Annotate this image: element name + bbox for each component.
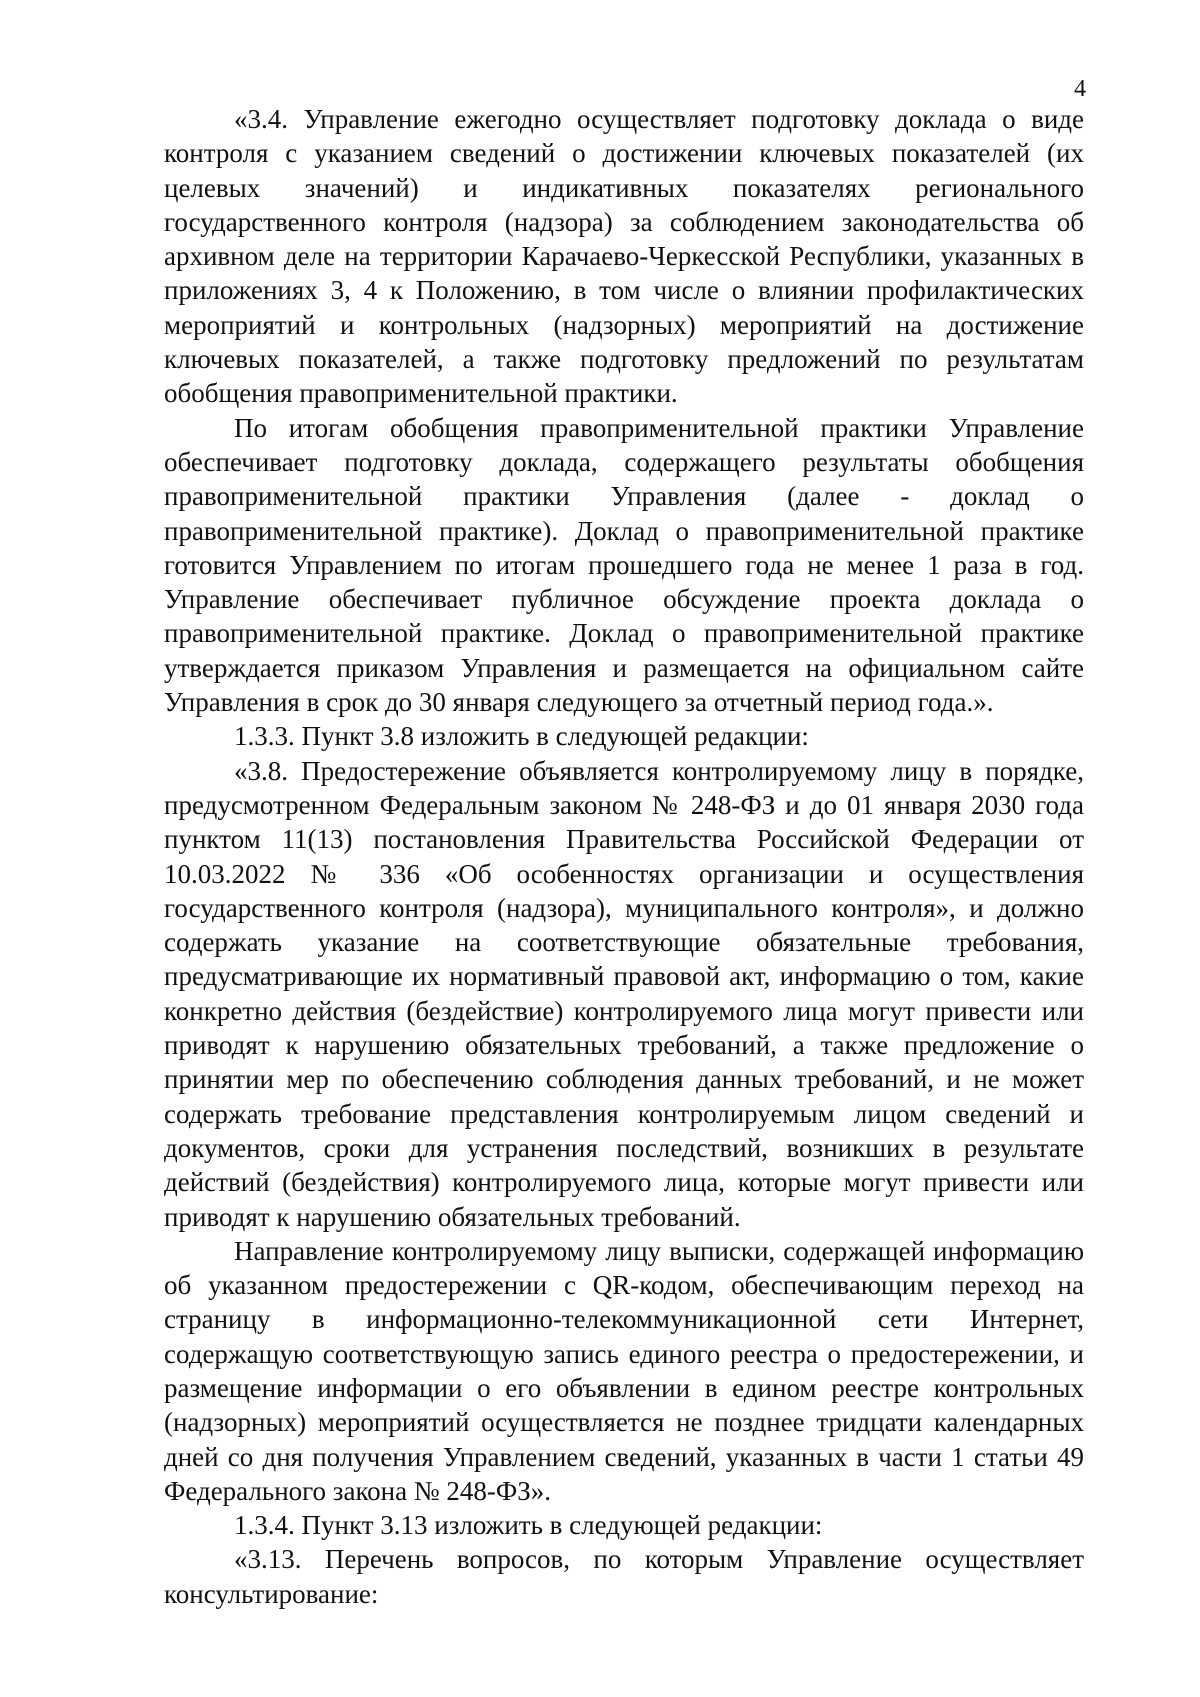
- paragraph-1-3-4: 1.3.4. Пункт 3.13 изложить в следующей редакции:: [234, 1510, 823, 1541]
- page-number: 4: [1074, 76, 1086, 102]
- document-body: [164, 102, 1084, 1611]
- paragraph-practice-report: По итогам обобщения правоприменительной практики Управление обеспечивает подготовку доклада, содержащего результаты обобщения правоприменительной практики Управления (далее - доклад о правоприменительной практике). Доклад о правоприменительной практике готовится Управлением по итогам прошедшего года не менее 1 раза в год. Управление обеспечивает публичное обсуждение проекта доклада о правоприменительной практике. Доклад о правоприменительной практике утверждается приказом Управления и размещается на официальном сайте Управления в срок до 30 января следующего за отчетный период года.».: [164, 412, 1084, 718]
- paragraph-3-4: «3.4. Управление ежегодно осуществляет подготовку доклада о виде контроля с указанием сведений о достижении ключевых показателей (их целевых значений) и индикативных показателях регионального государственного контроля (надзора) за соблюдением законодательства об архивном деле на территории Карачаево-Черкесской Республики, указанных в приложениях 3, 4 к Положению, в том числе о влиянии профилактических мероприятий и контрольных (надзорных) мероприятий на достижение ключевых показателей, а также подготовку предложений по результатам обобщения правоприменительной практики.: [164, 104, 1084, 409]
- paragraph-warning-notice: Направление контролируемому лицу выписки, содержащей информацию об указанном предостережении с QR-кодом, обеспечивающим переход на страницу в информационно-телекоммуникационной сети Интернет, содержащую соответствующую запись единого реестра о предостережении, и размещение информации о его объявлении в едином реестре контрольных (надзорных) мероприятий осуществляется не позднее тридцати календарных дней со дня получения Управлением сведений, указанных в части 1 статьи 49 Федерального закона № 248-ФЗ».: [164, 1235, 1084, 1506]
- paragraph-1-3-3: 1.3.3. Пункт 3.8 изложить в следующей редакции:: [234, 721, 809, 752]
- paragraph-3-8: «3.8. Предостережение объявляется контролируемому лицу в порядке, предусмотренном Федеральным законом № 248-ФЗ и до 01 января 2030 года пунктом 11(13) постановления Правительства Российской Федерации от 10.03.2022 № 336 «Об особенностях организации и осуществления государственного контроля (надзора), муниципального контроля», и должно содержать указание на соответствующие обязательные требования, предусматривающие их нормативный правовой акт, информацию о том, какие конкретно действия (бездействие) контролируемого лица могут привести или приводят к нарушению обязательных требований, а также предложение о принятии мер по обеспечению соблюдения данных требований, и не может содержать требование представления контролируемым лицом сведений и документов, сроки для устранения последствий, возникших в результате действий (бездействия) контролируемого лица, которые могут привести или приводят к нарушению обязательных требований.: [164, 755, 1084, 1232]
- paragraph-3-13: «3.13. Перечень вопросов, по которым Управление осуществляет консультирование:: [164, 1544, 1084, 1609]
